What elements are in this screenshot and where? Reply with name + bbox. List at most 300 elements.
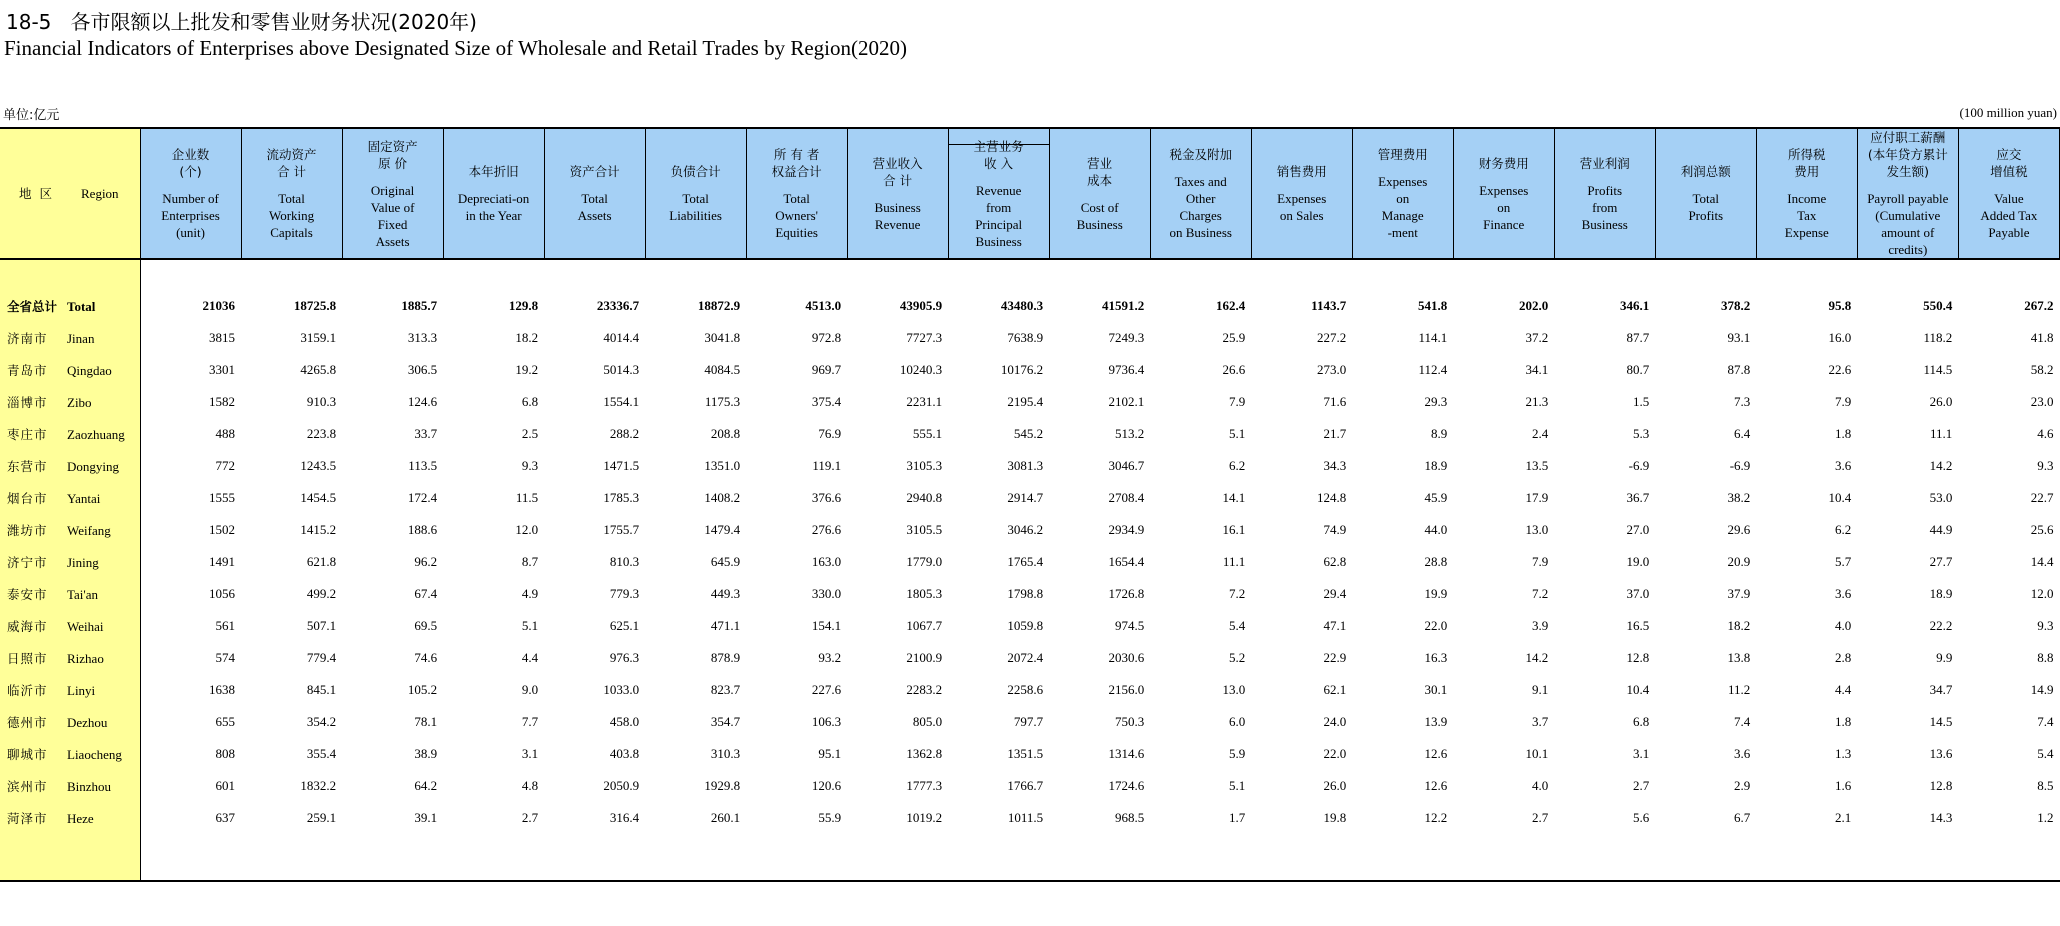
value-cell: 21.3 xyxy=(1525,394,1549,409)
value-cell: 1726.8 xyxy=(1108,586,1145,601)
value-cell: 96.2 xyxy=(414,554,438,569)
value-cell: 6.0 xyxy=(1228,714,1246,729)
value-cell: 67.4 xyxy=(414,586,438,601)
value-cell: 376.6 xyxy=(811,490,842,505)
value-cell: 5.1 xyxy=(1228,426,1246,441)
column-header-en: Total Assets xyxy=(577,191,612,223)
value-cell: 58.2 xyxy=(2030,362,2054,377)
region-name-en: Rizhao xyxy=(67,651,104,666)
region-name-cn: 威海市 xyxy=(7,619,48,634)
column-header-en: Income Tax Expense xyxy=(1784,191,1829,240)
column-header-en: Value Added Tax Payable xyxy=(1980,191,2038,240)
value-cell: 78.1 xyxy=(414,714,438,729)
region-name-en: Liaocheng xyxy=(67,747,122,762)
value-cell: 3.7 xyxy=(1532,714,1549,729)
value-cell: 1471.5 xyxy=(603,458,640,473)
value-cell: 4014.4 xyxy=(603,330,640,345)
value-cell: 26.6 xyxy=(1222,362,1246,377)
column-header xyxy=(1352,128,1453,259)
financial-indicators-table xyxy=(0,127,2060,882)
value-cell: 808 xyxy=(215,746,236,761)
table-row xyxy=(0,642,2060,674)
column-header xyxy=(1756,128,1857,259)
column-header-en: Expenses on Finance xyxy=(1479,182,1529,232)
value-cell: 5.6 xyxy=(1633,810,1650,825)
value-cell: 1885.7 xyxy=(401,298,438,313)
region-cell xyxy=(0,546,140,578)
region-cell xyxy=(0,642,140,674)
value-cell: 29.4 xyxy=(1323,586,1347,601)
value-cell: 64.2 xyxy=(414,778,438,793)
value-cell: 18725.8 xyxy=(293,298,337,313)
value-cell: 208.8 xyxy=(710,426,741,441)
value-cell: 2914.7 xyxy=(1007,490,1044,505)
value-cell: 9.3 xyxy=(521,458,539,473)
value-cell: 810.3 xyxy=(609,554,640,569)
region-name-cn: 枣庄市 xyxy=(7,427,48,442)
value-cell: 129.8 xyxy=(508,298,539,313)
region-cell xyxy=(0,674,140,706)
value-cell: 330.0 xyxy=(811,586,842,601)
value-cell: 12.0 xyxy=(515,522,539,537)
value-cell: 878.9 xyxy=(710,650,741,665)
value-cell: 972.8 xyxy=(811,330,842,345)
value-cell: 5.9 xyxy=(1228,746,1246,761)
value-cell: 38.9 xyxy=(414,746,438,761)
value-cell: 2.4 xyxy=(1532,426,1549,441)
value-cell: 34.1 xyxy=(1525,362,1549,377)
region-name-cn: 日照市 xyxy=(7,651,48,666)
value-cell: 2708.4 xyxy=(1108,490,1145,505)
value-cell: 41.8 xyxy=(2030,330,2054,345)
value-cell: 1805.3 xyxy=(906,586,943,601)
value-cell: 19.8 xyxy=(1323,810,1347,825)
value-cell: 313.3 xyxy=(407,330,438,345)
value-cell: 7249.3 xyxy=(1108,330,1145,345)
value-cell: 45.9 xyxy=(1424,490,1448,505)
value-cell: 6.4 xyxy=(1734,426,1751,441)
value-cell: 1408.2 xyxy=(704,490,741,505)
value-cell: 27.0 xyxy=(1626,522,1650,537)
value-cell: 13.0 xyxy=(1222,682,1246,697)
value-cell: 4.9 xyxy=(521,586,539,601)
value-cell: 316.4 xyxy=(609,810,640,825)
table-row xyxy=(0,546,2060,578)
value-cell: 2.9 xyxy=(1734,778,1751,793)
column-header-cn: 营业收入 合 计 xyxy=(872,155,923,188)
region-name-en: Zibo xyxy=(67,395,92,410)
value-cell: 3046.7 xyxy=(1108,458,1145,473)
value-cell: 306.5 xyxy=(407,362,438,377)
value-cell: 969.7 xyxy=(811,362,842,377)
value-cell: 223.8 xyxy=(306,426,337,441)
value-cell: 14.5 xyxy=(1929,714,1953,729)
value-cell: 541.8 xyxy=(1417,298,1448,313)
value-cell: 1011.5 xyxy=(1007,810,1044,825)
value-cell: 8.8 xyxy=(2037,650,2054,665)
value-cell: 27.7 xyxy=(1929,554,1953,569)
value-cell: 10.1 xyxy=(1525,746,1549,761)
value-cell: 1019.2 xyxy=(906,810,943,825)
value-cell: 1056 xyxy=(209,586,236,601)
value-cell: 2258.6 xyxy=(1007,682,1044,697)
column-header xyxy=(342,128,443,259)
value-cell: 28.8 xyxy=(1424,554,1448,569)
value-cell: 823.7 xyxy=(710,682,741,697)
value-cell: 87.7 xyxy=(1626,330,1650,345)
value-cell: 3.6 xyxy=(1734,746,1751,761)
region-name-cn: 全省总计 xyxy=(7,299,58,314)
table-row xyxy=(0,514,2060,546)
value-cell: 1.6 xyxy=(1835,778,1852,793)
value-cell: 9736.4 xyxy=(1108,362,1145,377)
value-cell: 3815 xyxy=(209,330,236,345)
value-cell: 621.8 xyxy=(306,554,337,569)
value-cell: 2.1 xyxy=(1835,810,1852,825)
value-cell: 34.7 xyxy=(1929,682,1953,697)
value-cell: 7.2 xyxy=(1228,586,1246,601)
value-cell: 10.4 xyxy=(1626,682,1650,697)
region-cell xyxy=(0,738,140,770)
value-cell: 22.2 xyxy=(1929,618,1953,633)
region-cell xyxy=(0,514,140,546)
column-header-en: Expenses on Manage -ment xyxy=(1378,174,1428,240)
column-header-cn: 所得税 费用 xyxy=(1788,147,1826,179)
column-header-en: Number of Enterprises (unit) xyxy=(161,191,220,240)
column-header-cn: 应交 增值税 xyxy=(1990,147,2028,179)
region-cell xyxy=(0,802,140,834)
value-cell: 561 xyxy=(215,618,236,633)
value-cell: 1555 xyxy=(209,490,236,505)
value-cell: 4.6 xyxy=(2037,426,2054,441)
value-cell: 6.8 xyxy=(521,394,539,409)
column-header-cn: 主营业务 收 入 xyxy=(973,138,1024,171)
value-cell: 7.4 xyxy=(2037,714,2054,729)
value-cell: 74.9 xyxy=(1323,522,1347,537)
value-cell: 2231.1 xyxy=(906,394,943,409)
column-header-cn: 所 有 者 权益合计 xyxy=(771,147,822,179)
value-cell: 118.2 xyxy=(1923,330,1953,345)
value-cell: 5.4 xyxy=(1228,618,1246,633)
region-name-cn: 东营市 xyxy=(7,459,48,474)
value-cell: 1766.7 xyxy=(1007,778,1044,793)
value-cell: 3.9 xyxy=(1532,618,1549,633)
value-cell: 95.8 xyxy=(1828,298,1852,313)
value-cell: 1.7 xyxy=(1228,810,1246,825)
value-cell: 779.4 xyxy=(306,650,337,665)
column-header xyxy=(645,128,746,259)
value-cell: 11.5 xyxy=(515,490,539,505)
value-cell: 29.3 xyxy=(1424,394,1448,409)
value-cell: 655 xyxy=(215,714,236,729)
value-cell: 1832.2 xyxy=(300,778,337,793)
region-name-cn: 菏泽市 xyxy=(7,811,48,826)
value-cell: 7638.9 xyxy=(1007,330,1044,345)
value-cell: 2.7 xyxy=(1633,778,1650,793)
value-cell: 267.2 xyxy=(2024,298,2054,313)
value-cell: 458.0 xyxy=(609,714,640,729)
value-cell: 1929.8 xyxy=(704,778,741,793)
value-cell: 6.8 xyxy=(1633,714,1650,729)
value-cell: 2940.8 xyxy=(906,490,943,505)
column-header-en: Taxes and Other Charges on Business xyxy=(1169,174,1232,240)
column-header xyxy=(1453,128,1554,259)
value-cell: 845.1 xyxy=(306,682,337,697)
region-name-cn: 青岛市 xyxy=(7,363,48,378)
table-row xyxy=(0,322,2060,354)
value-cell: 188.6 xyxy=(407,522,438,537)
value-cell: 12.8 xyxy=(1626,650,1650,665)
value-cell: 69.5 xyxy=(414,618,438,633)
value-cell: 1.8 xyxy=(1835,426,1852,441)
column-header xyxy=(1655,128,1756,259)
value-cell: 19.0 xyxy=(1626,554,1650,569)
value-cell: 44.9 xyxy=(1929,522,1953,537)
value-cell: 8.7 xyxy=(521,554,539,569)
region-name-en: Zaozhuang xyxy=(67,427,125,442)
value-cell: 16.3 xyxy=(1424,650,1448,665)
table-body xyxy=(0,259,2060,881)
table-row xyxy=(0,290,2060,322)
value-cell: 3105.3 xyxy=(906,458,943,473)
value-cell: 4513.0 xyxy=(805,298,842,313)
value-cell: 9.1 xyxy=(1532,682,1549,697)
value-cell: 2195.4 xyxy=(1007,394,1044,409)
value-cell: 18.2 xyxy=(515,330,539,345)
value-cell: 23.0 xyxy=(2030,394,2054,409)
value-cell: 1479.4 xyxy=(704,522,741,537)
value-cell: 55.9 xyxy=(818,810,842,825)
region-name-en: Jinan xyxy=(67,331,95,346)
value-cell: 1779.0 xyxy=(906,554,943,569)
value-cell: 513.2 xyxy=(1114,426,1145,441)
value-cell: 18.9 xyxy=(1424,458,1448,473)
value-cell: 637 xyxy=(215,810,236,825)
value-cell: 154.1 xyxy=(811,618,842,633)
value-cell: 449.3 xyxy=(710,586,741,601)
value-cell: 7.9 xyxy=(1228,394,1246,409)
value-cell: 47.1 xyxy=(1323,618,1347,633)
region-cell xyxy=(0,354,140,386)
value-cell: 974.5 xyxy=(1114,618,1145,633)
spacer-row xyxy=(0,834,2060,881)
value-cell: 1724.6 xyxy=(1108,778,1145,793)
column-header-en: Revenue from Principal Business xyxy=(975,182,1023,249)
value-cell: 797.7 xyxy=(1013,714,1044,729)
value-cell: 10176.2 xyxy=(1000,362,1044,377)
column-header xyxy=(241,128,342,259)
value-cell: 16.0 xyxy=(1828,330,1852,345)
value-cell: 1.8 xyxy=(1835,714,1852,729)
region-cell xyxy=(0,386,140,418)
value-cell: 22.6 xyxy=(1828,362,1852,377)
value-cell: 9.9 xyxy=(1936,650,1953,665)
table-row xyxy=(0,482,2060,514)
region-name-en: Weifang xyxy=(67,523,111,538)
region-name-en: Qingdao xyxy=(67,363,112,378)
value-cell: 7.9 xyxy=(1532,554,1549,569)
value-cell: 1243.5 xyxy=(300,458,337,473)
value-cell: 5.4 xyxy=(2037,746,2054,761)
value-cell: 750.3 xyxy=(1114,714,1145,729)
value-cell: 119.1 xyxy=(812,458,842,473)
value-cell: 4.4 xyxy=(1835,682,1852,697)
value-cell: 5.1 xyxy=(1228,778,1246,793)
value-cell: 105.2 xyxy=(407,682,438,697)
region-cell xyxy=(0,482,140,514)
column-header-en: Depreciati-on in the Year xyxy=(457,191,530,223)
value-cell: 39.1 xyxy=(414,810,438,825)
value-cell: 2283.2 xyxy=(906,682,943,697)
column-header-cn: 企业数 (个) xyxy=(171,147,210,179)
value-cell: 30.1 xyxy=(1424,682,1448,697)
spacer-row xyxy=(0,259,2060,290)
table-row xyxy=(0,706,2060,738)
column-header-en: Original Value of Fixed Assets xyxy=(370,182,415,249)
region-cell xyxy=(0,610,140,642)
column-header-cn: 营业利润 xyxy=(1579,155,1630,171)
region-cell xyxy=(0,578,140,610)
value-cell: 4.0 xyxy=(1532,778,1549,793)
value-cell: 71.6 xyxy=(1323,394,1347,409)
value-cell: 1798.8 xyxy=(1007,586,1044,601)
value-cell: 805.0 xyxy=(912,714,943,729)
value-cell: 112.4 xyxy=(1418,362,1448,377)
value-cell: 13.6 xyxy=(1929,746,1953,761)
value-cell: 2050.9 xyxy=(603,778,640,793)
column-header-cn: 流动资产 合 计 xyxy=(266,147,317,179)
value-cell: 23336.7 xyxy=(596,298,640,313)
value-cell: 114.5 xyxy=(1923,362,1953,377)
column-header-en: Total Profits xyxy=(1688,191,1724,223)
value-cell: 3046.2 xyxy=(1007,522,1044,537)
value-cell: 471.1 xyxy=(710,618,741,633)
region-name-cn: 济南市 xyxy=(7,331,48,346)
value-cell: 3041.8 xyxy=(704,330,741,345)
column-header xyxy=(1857,128,1958,259)
column-header-en: Expenses on Sales xyxy=(1277,191,1327,223)
value-cell: 1502 xyxy=(209,522,236,537)
value-cell: 227.6 xyxy=(811,682,842,697)
region-name-en: Yantai xyxy=(67,491,101,506)
value-cell: 7.3 xyxy=(1734,394,1751,409)
value-cell: 779.3 xyxy=(609,586,640,601)
value-cell: 1314.6 xyxy=(1108,746,1145,761)
region-name-en: Linyi xyxy=(67,683,96,698)
region-name-en: Tai'an xyxy=(67,587,99,602)
value-cell: 22.9 xyxy=(1323,650,1347,665)
value-cell: 13.9 xyxy=(1424,714,1448,729)
value-cell: 276.6 xyxy=(811,522,842,537)
value-cell: 2156.0 xyxy=(1108,682,1145,697)
value-cell: 26.0 xyxy=(1929,394,1953,409)
table-row xyxy=(0,578,2060,610)
column-header-cn: 营业 成本 xyxy=(1087,155,1113,188)
value-cell: 4265.8 xyxy=(300,362,337,377)
value-cell: 625.1 xyxy=(609,618,640,633)
column-header-cn: 利润总额 xyxy=(1680,164,1731,179)
value-cell: 2.5 xyxy=(521,426,539,441)
value-cell: 11.1 xyxy=(1222,554,1246,569)
column-header xyxy=(443,128,544,259)
value-cell: 5014.3 xyxy=(603,362,640,377)
table-row xyxy=(0,802,2060,834)
value-cell: 5.2 xyxy=(1228,650,1246,665)
value-cell: 3.1 xyxy=(1633,746,1650,761)
value-cell: 120.6 xyxy=(811,778,842,793)
value-cell: 163.0 xyxy=(811,554,842,569)
value-cell: 499.2 xyxy=(306,586,337,601)
value-cell: 12.8 xyxy=(1929,778,1953,793)
value-cell: 1059.8 xyxy=(1007,618,1044,633)
value-cell: 6.2 xyxy=(1835,522,1852,537)
table-row xyxy=(0,418,2060,450)
value-cell: 37.0 xyxy=(1626,586,1650,601)
region-name-en: Dezhou xyxy=(67,715,108,730)
value-cell: 12.0 xyxy=(2030,586,2054,601)
column-header-cn: 本年折旧 xyxy=(468,164,519,179)
value-cell: 43905.9 xyxy=(899,298,943,313)
value-cell: 1175.3 xyxy=(704,394,741,409)
value-cell: 5.1 xyxy=(521,618,539,633)
value-cell: 3.6 xyxy=(1835,586,1852,601)
value-cell: 106.3 xyxy=(811,714,842,729)
value-cell: 1785.3 xyxy=(603,490,640,505)
column-header xyxy=(544,128,645,259)
table-row xyxy=(0,386,2060,418)
value-cell: 13.8 xyxy=(1727,650,1751,665)
column-header-cn: 应付职工薪酬 (本年贷方累计 发生额) xyxy=(1867,130,1948,179)
value-cell: 37.9 xyxy=(1727,586,1751,601)
column-header-cn: 管理费用 xyxy=(1377,147,1428,162)
value-cell: 1.3 xyxy=(1835,746,1852,761)
value-cell: 2030.6 xyxy=(1108,650,1145,665)
value-cell: 12.6 xyxy=(1424,746,1448,761)
value-cell: 2.8 xyxy=(1835,650,1852,665)
value-cell: 1654.4 xyxy=(1108,554,1145,569)
value-cell: 1491 xyxy=(209,554,236,569)
value-cell: 62.1 xyxy=(1323,682,1347,697)
column-header xyxy=(1958,128,2059,259)
value-cell: 3.6 xyxy=(1835,458,1852,473)
column-header xyxy=(746,128,847,259)
value-cell: 354.2 xyxy=(306,714,337,729)
value-cell: 13.5 xyxy=(1525,458,1549,473)
column-header-cn: 固定资产 原 价 xyxy=(367,138,418,171)
value-cell: 488 xyxy=(215,426,236,441)
value-cell: 2072.4 xyxy=(1007,650,1044,665)
value-cell: 7.4 xyxy=(1734,714,1751,729)
value-cell: 34.3 xyxy=(1323,458,1347,473)
value-cell: 14.9 xyxy=(2030,682,2054,697)
value-cell: 12.2 xyxy=(1424,810,1448,825)
value-cell: 38.2 xyxy=(1727,490,1751,505)
value-cell: 22.7 xyxy=(2030,490,2054,505)
value-cell: 20.9 xyxy=(1727,554,1751,569)
table-row xyxy=(0,450,2060,482)
value-cell: 375.4 xyxy=(811,394,842,409)
region-header: 地 区 Region xyxy=(0,128,140,259)
column-header-en: Cost of Business xyxy=(1076,199,1123,232)
column-header xyxy=(1554,128,1655,259)
column-header-cn: 资产合计 xyxy=(569,164,620,179)
value-cell: 6.2 xyxy=(1228,458,1246,473)
value-cell: 26.0 xyxy=(1323,778,1347,793)
value-cell: 1415.2 xyxy=(300,522,337,537)
unit-label-en: (100 million yuan) xyxy=(1959,105,2057,120)
value-cell: 14.1 xyxy=(1222,490,1246,505)
value-cell: 227.2 xyxy=(1316,330,1347,345)
